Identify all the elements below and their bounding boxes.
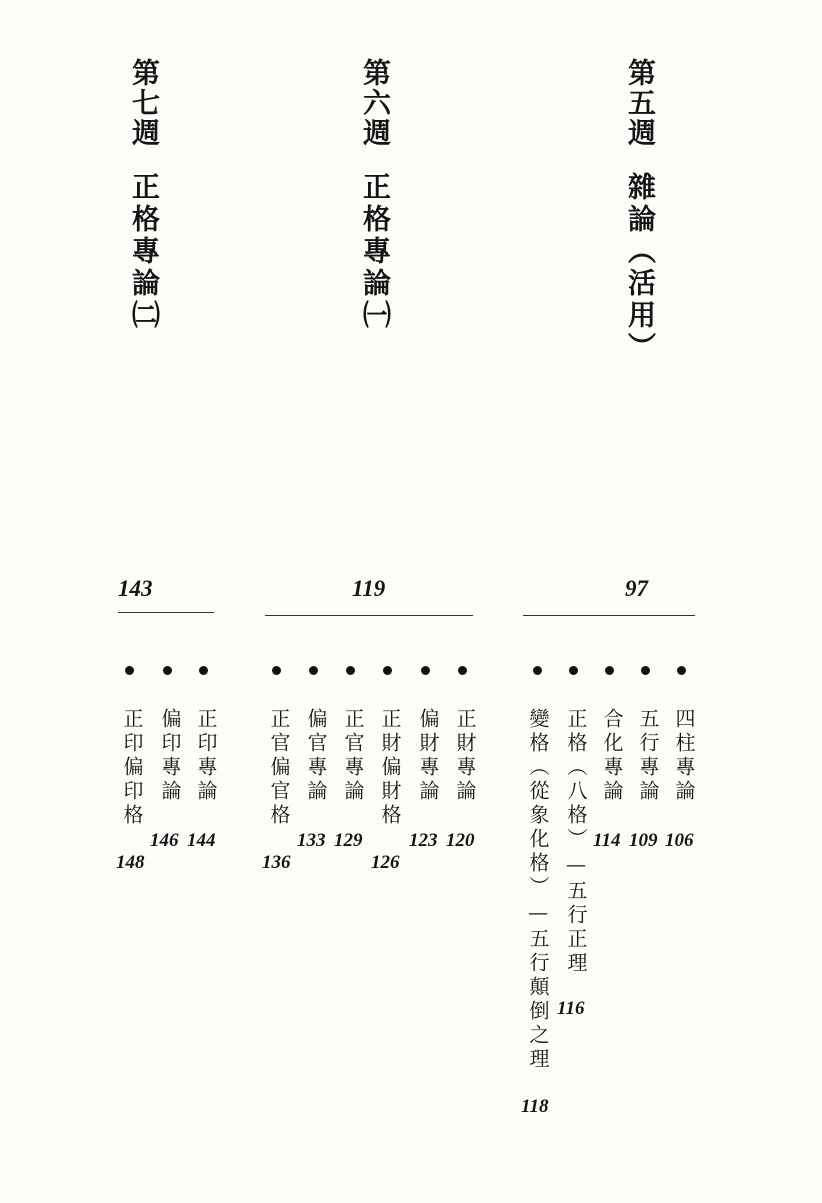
toc-entry-page: 133 [297,830,326,851]
toc-entry-page: 148 [116,852,145,873]
toc-entry-page: 123 [409,830,438,851]
toc-entry-title: 偏官專論 [304,708,328,804]
chapter-7-page: 143 [118,576,153,601]
bullet-icon [163,666,172,675]
toc-entry-page: 109 [629,830,658,851]
toc-entry-title: 正印偏印格 [120,708,144,828]
toc-entry-title: 正官偏官格 [267,708,291,828]
toc-entry-title: 四柱專論 [672,708,696,804]
chapter-7-title: 正格專論㈡ [128,172,161,332]
bullet-icon [309,666,318,675]
toc-entry-page: 118 [521,1096,549,1117]
toc-entry-title: 正官專論 [341,708,365,804]
chapter-6-page: 119 [352,576,386,601]
bullet-icon [272,666,281,675]
toc-entry-page: 106 [665,830,694,851]
bullet-icon [383,666,392,675]
toc-entry-title: 正印專論 [194,708,218,804]
toc-entry-page: 136 [262,852,291,873]
chapter-5-title: 雜論︵活用︶ [624,172,657,364]
toc-entry-title: 五行專論 [636,708,660,804]
bullet-icon [458,666,467,675]
toc-entry-page: 120 [446,830,475,851]
toc-entry-page: 114 [593,830,621,851]
toc-entry-page: 144 [187,830,216,851]
bullet-icon [569,666,578,675]
bullet-icon [605,666,614,675]
toc-entry-title: 正財專論 [453,708,477,804]
bullet-icon [346,666,355,675]
bullet-icon [641,666,650,675]
chapter-5-number: 第五週 [624,58,657,148]
chapter-6-number: 第六週 [359,58,392,148]
toc-entry-title: 變格︵從象化格︶—五行顛倒之理 [526,708,550,1072]
toc-entry-page: 129 [334,830,363,851]
toc-entry-title: 正格︵八格︶—五行正理 [564,708,588,976]
chapter-5-page: 97 [625,576,648,601]
toc-entry-title: 合化專論 [600,708,624,804]
chapter-6-title: 正格專論㈠ [359,172,392,332]
toc-entry-page: 116 [557,998,585,1019]
chapter-5-rule [523,615,695,616]
bullet-icon [677,666,686,675]
toc-entry-title: 偏印專論 [158,708,182,804]
chapter-6-rule [265,615,473,616]
bullet-icon [199,666,208,675]
bullet-icon [533,666,542,675]
toc-entry-page: 146 [150,830,179,851]
toc-entry-title: 正財偏財格 [378,708,402,828]
chapter-7-rule [118,612,214,613]
bullet-icon [421,666,430,675]
chapter-7-number: 第七週 [128,58,161,148]
toc-entry-title: 偏財專論 [416,708,440,804]
bullet-icon [125,666,134,675]
toc-entry-page: 126 [371,852,400,873]
